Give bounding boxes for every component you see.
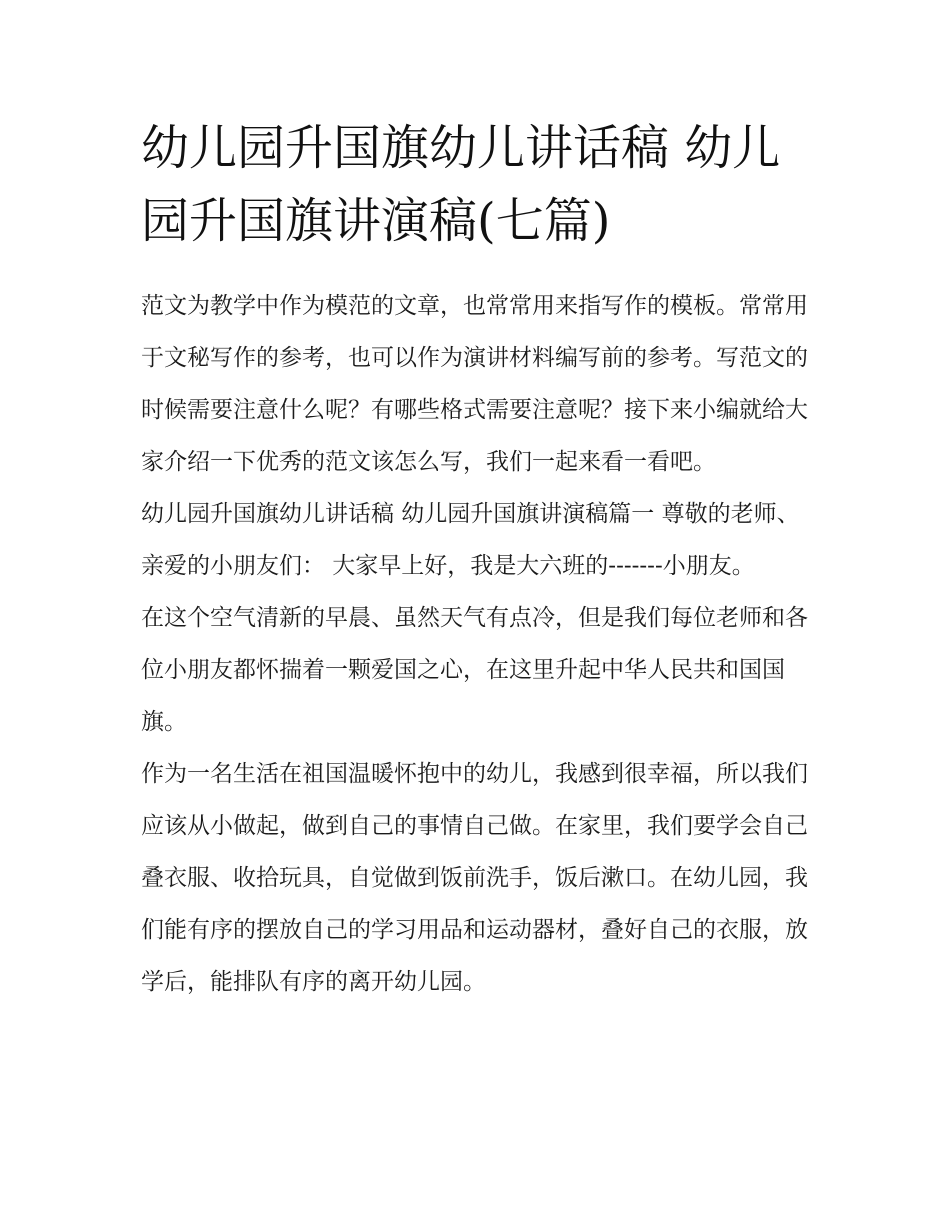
paragraph-habits: 作为一名生活在祖国温暖怀抱中的幼儿，我感到很幸福，所以我们应该从小做起，做到自己的事情自己做。在家里，我们要学会自己叠衣服、收拾玩具，自觉做到饭前洗手，饭后漱口。在幼儿园，我们能有序的摆放自己的学习用品和运动器材，叠好自己的衣服，放学后，能排队有序的离开幼儿园。 bbox=[141, 761, 808, 995]
document-title: 幼儿园升国旗幼儿讲话稿 幼儿园升国旗讲演稿(七篇) bbox=[141, 120, 781, 249]
paragraph-greeting: 幼儿园升国旗幼儿讲话稿 幼儿园升国旗讲演稿篇一 尊敬的老师、亲爱的小朋友们： 大家早上好，我是大六班的-------小朋友。 bbox=[141, 501, 800, 579]
paragraph-intro: 范文为教学中作为模范的文章，也常常用来指写作的模板。常常用于文秘写作的参考，也可以作为演讲材料编写前的参考。写范文的时候需要注意什么呢？有哪些格式需要注意呢？接下来小编就给大家介绍一下优秀的范文该怎么写，我们一起来看一看吧。 bbox=[141, 293, 808, 475]
document-content bbox=[141, 112, 813, 1008]
paragraph-morning: 在这个空气清新的早晨、虽然天气有点冷，但是我们每位老师和各位小朋友都怀揣着一颗爱国之心，在这里升起中华人民共和国国旗。 bbox=[141, 605, 808, 735]
